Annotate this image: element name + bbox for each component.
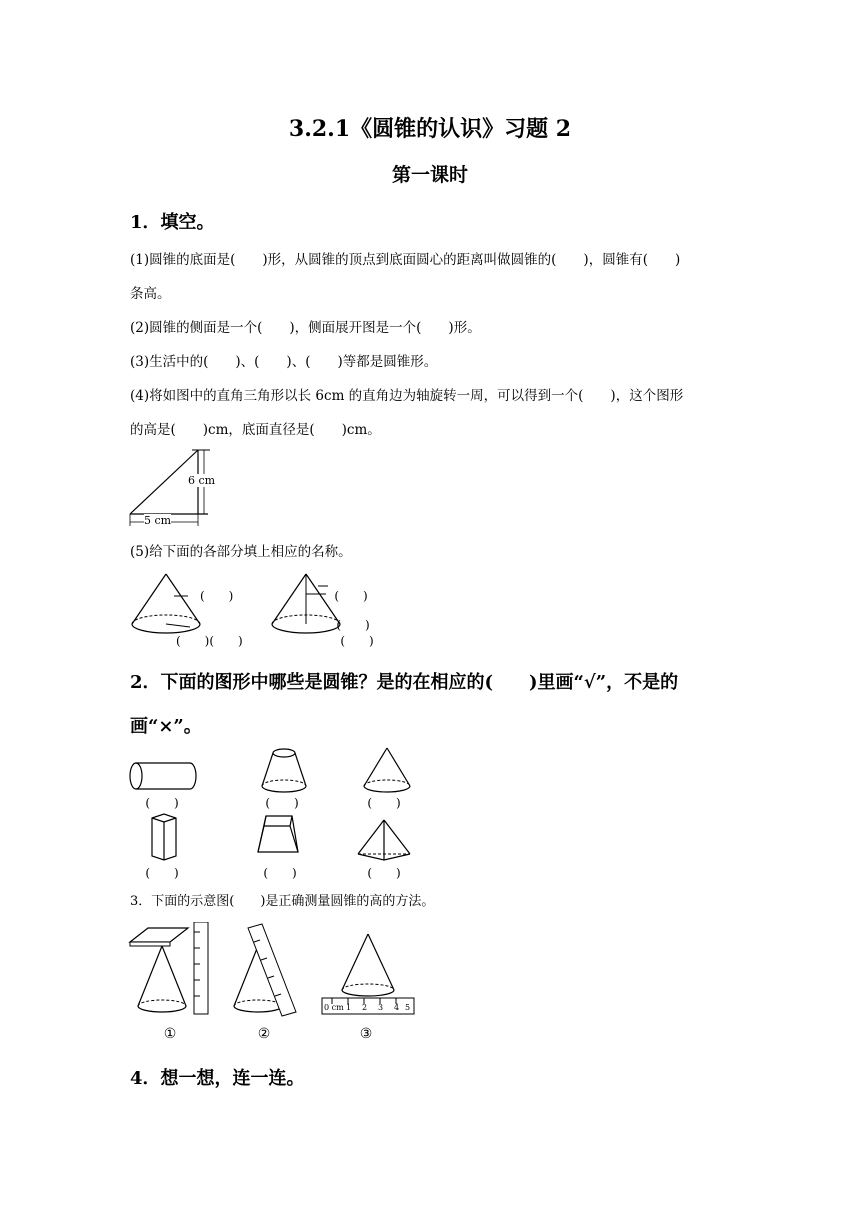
ruler-label-3: 3 [378,1003,384,1012]
page-title: 3.2.1《圆锥的认识》习题 2 [288,116,572,142]
q1-line-7: (5)给下面的各部分填上相应的名称。 [130,544,352,560]
question-2-heading-line-1: 2．下面的图形中哪些是圆锥？是的在相应的( )里画“√”，不是的 [130,672,679,693]
frustum-base-back [262,780,306,786]
prism-top-face [152,818,176,822]
pyramid-figure [354,818,414,862]
q1-line-1: (1)圆锥的底面是( )形，从圆锥的顶点到底面圆心的距离叫做圆锥的( )，圆锥有( ) [130,252,681,268]
cone-slant-right [162,946,186,1006]
pyramid-edge-left [358,820,384,854]
cylinder-answer-blank[interactable]: ( ) [145,796,179,810]
cone-base-front [234,1006,282,1012]
radius-pointer [166,624,190,627]
cone-slant-right [368,934,394,990]
base-label: 5 cm [144,514,172,527]
question-2-heading-line-2: 画“×”。 [130,716,202,737]
cone-base-front [342,990,394,996]
cone-slant-left [342,934,368,990]
cone-figure [360,746,414,796]
vertical-ruler [194,922,208,1014]
cone-slant-left [272,574,306,624]
height-label: 6 cm [188,474,216,487]
frustum-pyramid-top [264,816,292,826]
cone-slant-left [234,946,258,1006]
cone1-side-blank: ( ) [200,589,234,603]
pyramid-answer-blank[interactable]: ( ) [367,866,401,880]
ruler-label-5: 5 [405,1003,411,1012]
prism-figure [144,812,184,864]
cylinder-left-end [130,763,142,789]
measure-method-1-figure [128,922,218,1026]
frustum-pyramid-left-edge [258,826,264,852]
truncated-pyramid-figure [252,812,302,862]
cone2-center-blank: ( ) [336,618,370,632]
cone-base-back [364,780,410,786]
cone1-radius-blank: ( ) [209,634,243,648]
cone-base-front [138,1006,186,1012]
prism-answer-blank[interactable]: ( ) [145,866,179,880]
page-subtitle: 第一课时 [391,164,468,186]
ruler-label-1: 1 [346,1003,352,1012]
cone-base-back [138,1000,186,1006]
question-1-heading: 1．填空。 [130,212,215,233]
cone-base-back [342,984,394,990]
cone-slant-right [166,574,200,624]
cylinder-right-end [190,763,196,789]
cone-slant-left [138,946,162,1006]
ruler-label-4: 4 [394,1003,400,1012]
flat-board-edge [130,942,170,946]
q1-line-2: 条高。 [130,286,171,302]
q1-line-5: (4)将如图中的直角三角形以长 6cm 的直角边为轴旋转一周，可以得到一个( )，这个图形 [130,388,684,404]
cone-base-back [132,615,200,624]
question-3-text: 3．下面的示意图( )是正确测量圆锥的高的方法。 [130,894,435,909]
q1-line-4: (3)生活中的( )、( )、( )等都是圆锥形。 [130,354,438,370]
cone2-height-blank: ( ) [334,589,368,603]
cone-base-back [234,1000,282,1006]
cone-answer-blank[interactable]: ( ) [367,796,401,810]
method-2-caption: ② [257,1026,271,1042]
q1-line-6: 的高是( )cm，底面直径是( )cm。 [130,422,381,438]
frustum-base-front [262,786,306,792]
method-1-caption: ① [163,1026,177,1042]
cone-slant-left [132,574,166,624]
truncated-pyramid-answer-blank[interactable]: ( ) [263,866,297,880]
q1-line-3: (2)圆锥的侧面是一个( )，侧面展开图是一个( )形。 [130,320,481,336]
cone-base-front [364,786,410,792]
measure-method-2-figure [226,922,306,1026]
question-4-heading: 4．想一想，连一连。 [130,1068,305,1089]
cone2-base-blank: ( ) [340,634,374,648]
method-3-caption: ③ [359,1026,373,1042]
ruler-label-2: 2 [362,1003,368,1012]
slanted-ruler [248,924,296,1016]
flat-board [130,928,188,942]
cylinder-figure [128,760,200,794]
right-triangle-figure [128,446,228,530]
cone1-base-blank: ( ) [176,634,210,648]
pyramid-edge-right [384,820,410,854]
frustum-answer-blank[interactable]: ( ) [265,796,299,810]
cone-parts-figure-1 [128,572,208,636]
frustum-figure [258,746,310,796]
ruler-label-0: 0 cm [324,1003,344,1012]
frustum-top [273,749,295,757]
